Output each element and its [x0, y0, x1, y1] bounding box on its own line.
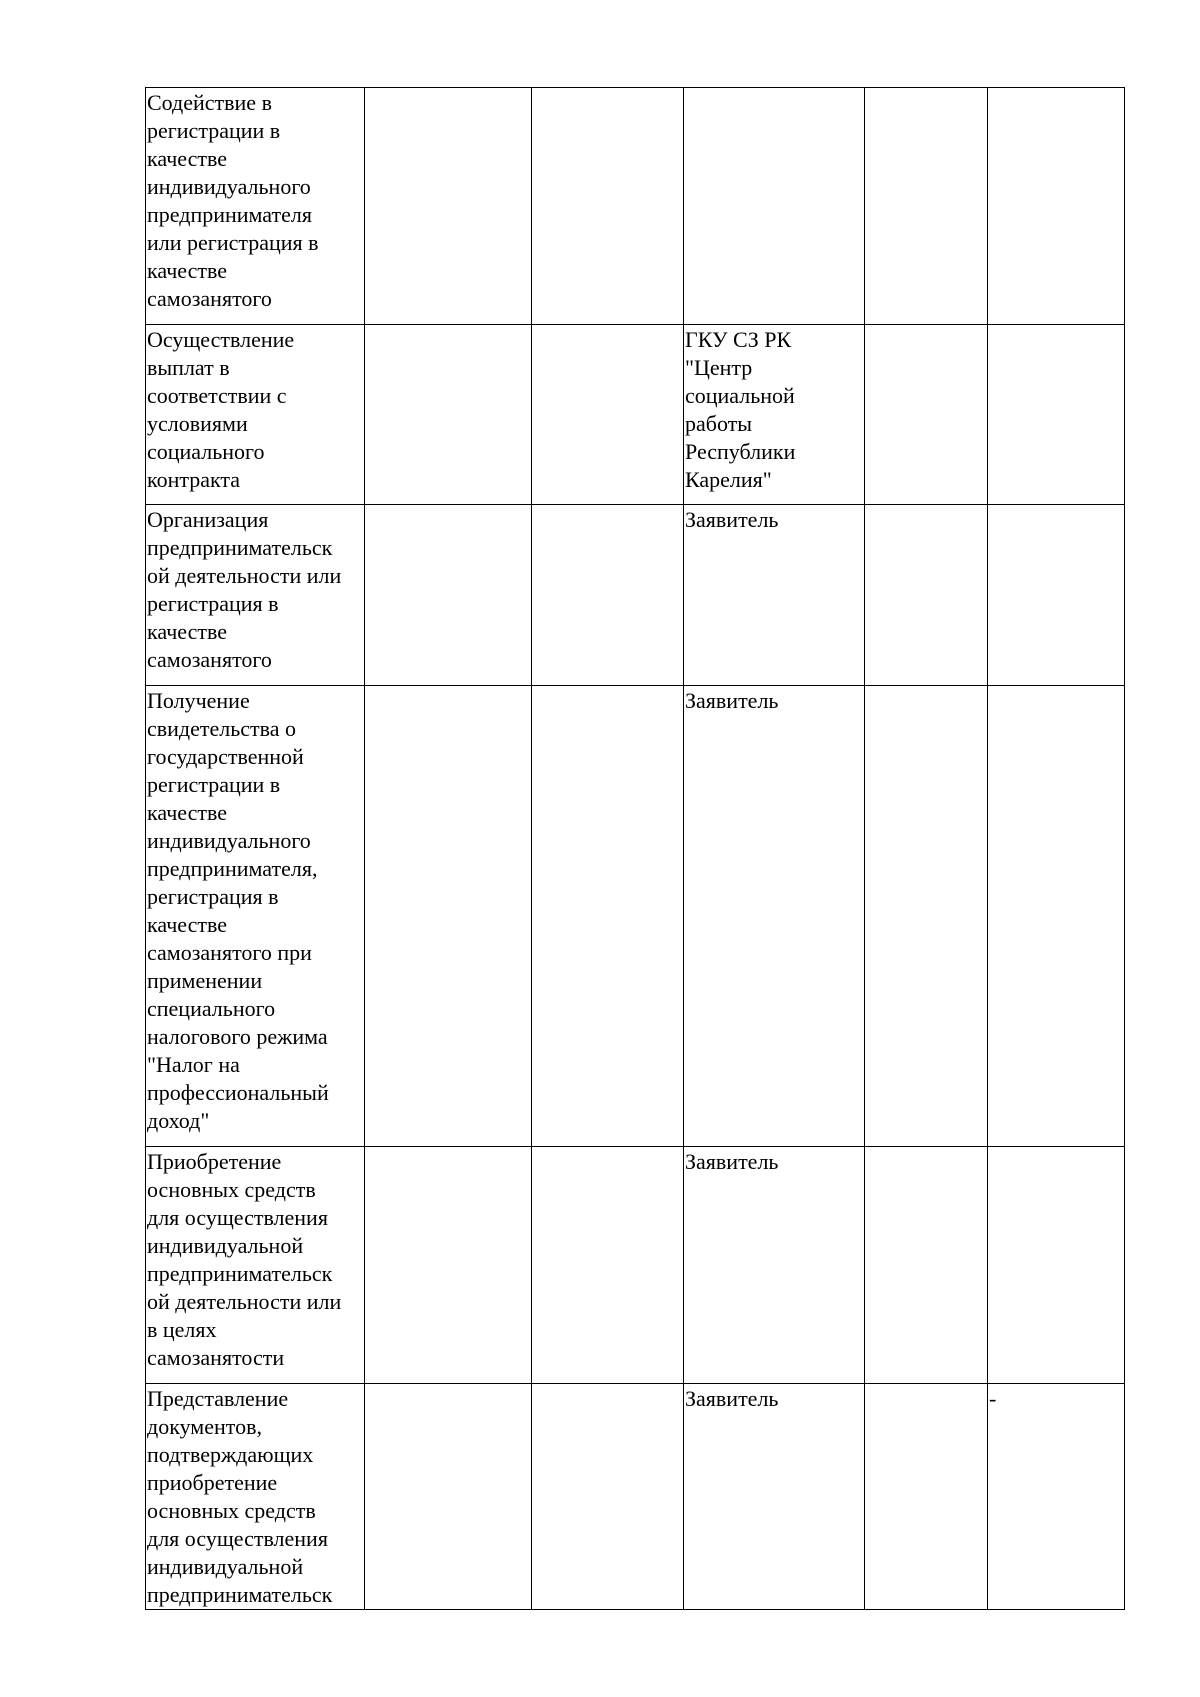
dash-text: -: [989, 1386, 997, 1411]
dash-cell: [988, 1384, 1125, 1610]
action-text: Содействие в регистрации в качестве индивидуального предпринимателя или регистрация в качестве самозанятого: [147, 90, 319, 311]
action-text: Приобретение основных средств для осуществления индивидуальной предпринимательск ой деятельности или в целях самозанятости: [147, 1149, 342, 1370]
action-text: Представление документов, подтверждающих приобретение основных средств для осуществления индивидуальной предпринимательск: [147, 1386, 333, 1607]
responsible-cell: [684, 686, 865, 1147]
table-row: [146, 686, 1125, 1147]
empty-cell: [988, 505, 1125, 686]
action-text: Организация предпринимательск ой деятельности или регистрация в качестве самозанятого: [147, 507, 342, 672]
empty-cell: [865, 1384, 988, 1610]
responsible-cell: [684, 88, 865, 325]
empty-cell: [988, 325, 1125, 505]
empty-cell: [865, 686, 988, 1147]
action-cell: [146, 505, 365, 686]
table-row: [146, 88, 1125, 325]
empty-cell: [988, 686, 1125, 1147]
empty-cell: [988, 88, 1125, 325]
action-cell: [146, 686, 365, 1147]
action-cell: [146, 88, 365, 325]
empty-cell: [865, 88, 988, 325]
empty-cell: [532, 88, 684, 325]
empty-cell: [365, 505, 532, 686]
empty-cell: [988, 1147, 1125, 1384]
responsible-text: Заявитель: [685, 1149, 779, 1174]
empty-cell: [865, 1147, 988, 1384]
empty-cell: [365, 1147, 532, 1384]
responsible-cell: [684, 505, 865, 686]
table-row: [146, 1147, 1125, 1384]
table-row: [146, 505, 1125, 686]
empty-cell: [365, 325, 532, 505]
responsible-text: Заявитель: [685, 1386, 779, 1411]
empty-cell: [532, 1147, 684, 1384]
responsible-text: Заявитель: [685, 507, 779, 532]
empty-cell: [365, 88, 532, 325]
empty-cell: [865, 325, 988, 505]
empty-cell: [532, 686, 684, 1147]
responsible-text: [685, 88, 864, 89]
empty-cell: [532, 1384, 684, 1610]
responsible-cell: [684, 1147, 865, 1384]
responsible-text: ГКУ СЗ РК "Центр социальной работы Республики Карелия": [685, 327, 796, 492]
action-cell: [146, 1384, 365, 1610]
table-row: [146, 325, 1125, 505]
empty-cell: [532, 325, 684, 505]
empty-cell: [865, 505, 988, 686]
empty-cell: [365, 1384, 532, 1610]
action-cell: [146, 325, 365, 505]
action-cell: [146, 1147, 365, 1384]
plan-table: [145, 87, 1125, 1610]
empty-cell: [532, 505, 684, 686]
table-row: [146, 1384, 1125, 1610]
action-text: Осуществление выплат в соответствии с условиями социального контракта: [147, 327, 295, 492]
responsible-text: Заявитель: [685, 688, 779, 713]
responsible-cell: [684, 325, 865, 505]
action-text: Получение свидетельства о государственной регистрации в качестве индивидуального предпринимателя, регистрация в качестве самозанятого при применении специального налогового режима "Налог на профессиональный доход": [147, 688, 329, 1133]
responsible-cell: [684, 1384, 865, 1610]
empty-cell: [365, 686, 532, 1147]
